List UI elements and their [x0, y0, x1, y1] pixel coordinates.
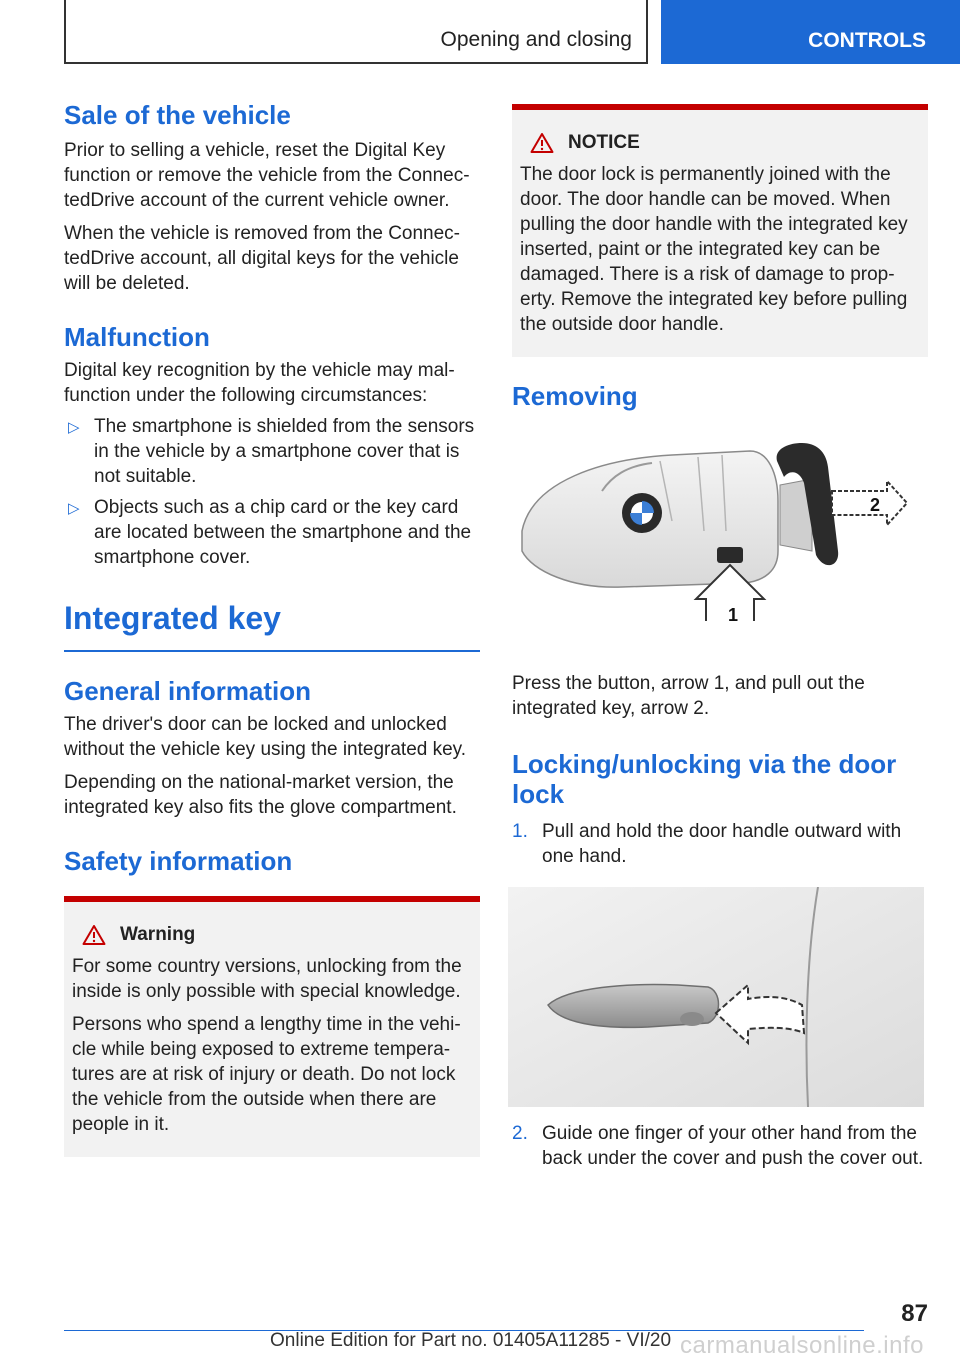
malfunction-list — [64, 414, 480, 570]
sale-paragraph-2: When the vehicle is removed from the Connec‐ tedDrive account, all digital keys for the vehicle will be deleted. — [64, 223, 461, 294]
general-paragraph-2: Depending on the national-market version, the integrated key also fits the glove compartment. — [64, 772, 457, 818]
header-tab-controls[interactable] — [661, 0, 960, 64]
removing-paragraph: Press the button, arrow 1, and pull out the integrated key, arrow 2. — [512, 673, 865, 719]
header-tab-label: CONTROLS — [808, 29, 926, 52]
left-column — [64, 100, 480, 1157]
warning-triangle-icon — [82, 924, 106, 946]
integrated-key-title: Integrated key — [64, 600, 281, 636]
integrated-key-heading — [64, 598, 480, 652]
sale-paragraph-1: Prior to selling a vehicle, reset the Digital Key function or remove the vehicle from the Connec‐ tedDrive account of the current vehicle owner. — [64, 140, 470, 211]
locking-title: Locking/unlocking via the door lock — [512, 749, 897, 809]
triangle-bullet-icon: ▷ — [68, 419, 80, 436]
general-paragraph-1: The driver's door can be locked and unlocked without the vehicle key using the integrated key. — [64, 714, 467, 760]
list-item: 2. Guide one finger of your other hand from the back under the cover and push the cover out. — [512, 1123, 924, 1169]
malfunction-paragraph: Digital key recognition by the vehicle may mal‐ function under the following circumstances: — [64, 360, 455, 406]
general-info-title: General information — [64, 676, 312, 706]
warning-title: Warning — [120, 924, 196, 945]
notice-box — [512, 104, 928, 357]
watermark: carmanualsonline.info — [680, 1332, 924, 1359]
malfunction-title: Malfunction — [64, 322, 210, 352]
warning-triangle-icon — [530, 132, 554, 154]
page-number: 87 — [901, 1300, 928, 1327]
header-box — [64, 0, 648, 64]
locking-steps-continued — [512, 1121, 928, 1171]
list-item: 1. Pull and hold the door handle outward with one hand. — [512, 821, 902, 867]
right-column — [512, 104, 928, 1171]
triangle-bullet-icon: ▷ — [68, 500, 80, 517]
warning-box — [64, 896, 480, 1157]
door-handle-figure — [508, 887, 924, 1107]
key-removal-figure — [512, 421, 928, 621]
list-item: ▷ Objects such as a chip card or the key card are located between the smartphone and the smartphone cover. — [68, 497, 472, 568]
warning-paragraph-1: For some country versions, unlocking from the inside is only possible with special knowledge. — [72, 956, 462, 1002]
header-section-title: Opening and closing — [440, 28, 632, 51]
footer-edition: Online Edition for Part no. 01405A11285 - VI/20 — [270, 1330, 672, 1351]
safety-title: Safety information — [64, 846, 293, 876]
locking-steps — [512, 819, 928, 869]
list-item: ▷ The smartphone is shielded from the sensors in the vehicle by a smartphone cover that is not suitable. — [68, 416, 475, 487]
notice-title: NOTICE — [568, 132, 640, 153]
arrow-label-2: 2 — [870, 495, 881, 515]
arrow-label-1: 1 — [728, 605, 739, 621]
removing-title: Removing — [512, 381, 638, 411]
warning-paragraph-2: Persons who spend a lengthy time in the vehi‐ cle while being exposed to extreme tempera‐ tures are at risk of injury or death. Do not lock the vehicle from the outside when there are people in it. — [72, 1014, 461, 1135]
notice-paragraph: The door lock is permanently joined with the door. The door handle can be moved. When pulling the door handle with the integrated key inserted, paint or the integrated key can be damaged. There is a risk of damage to prop‐ erty. Remove the integrated key before pulling the outside door handle. — [520, 164, 908, 335]
sale-title: Sale of the vehicle — [64, 100, 291, 130]
